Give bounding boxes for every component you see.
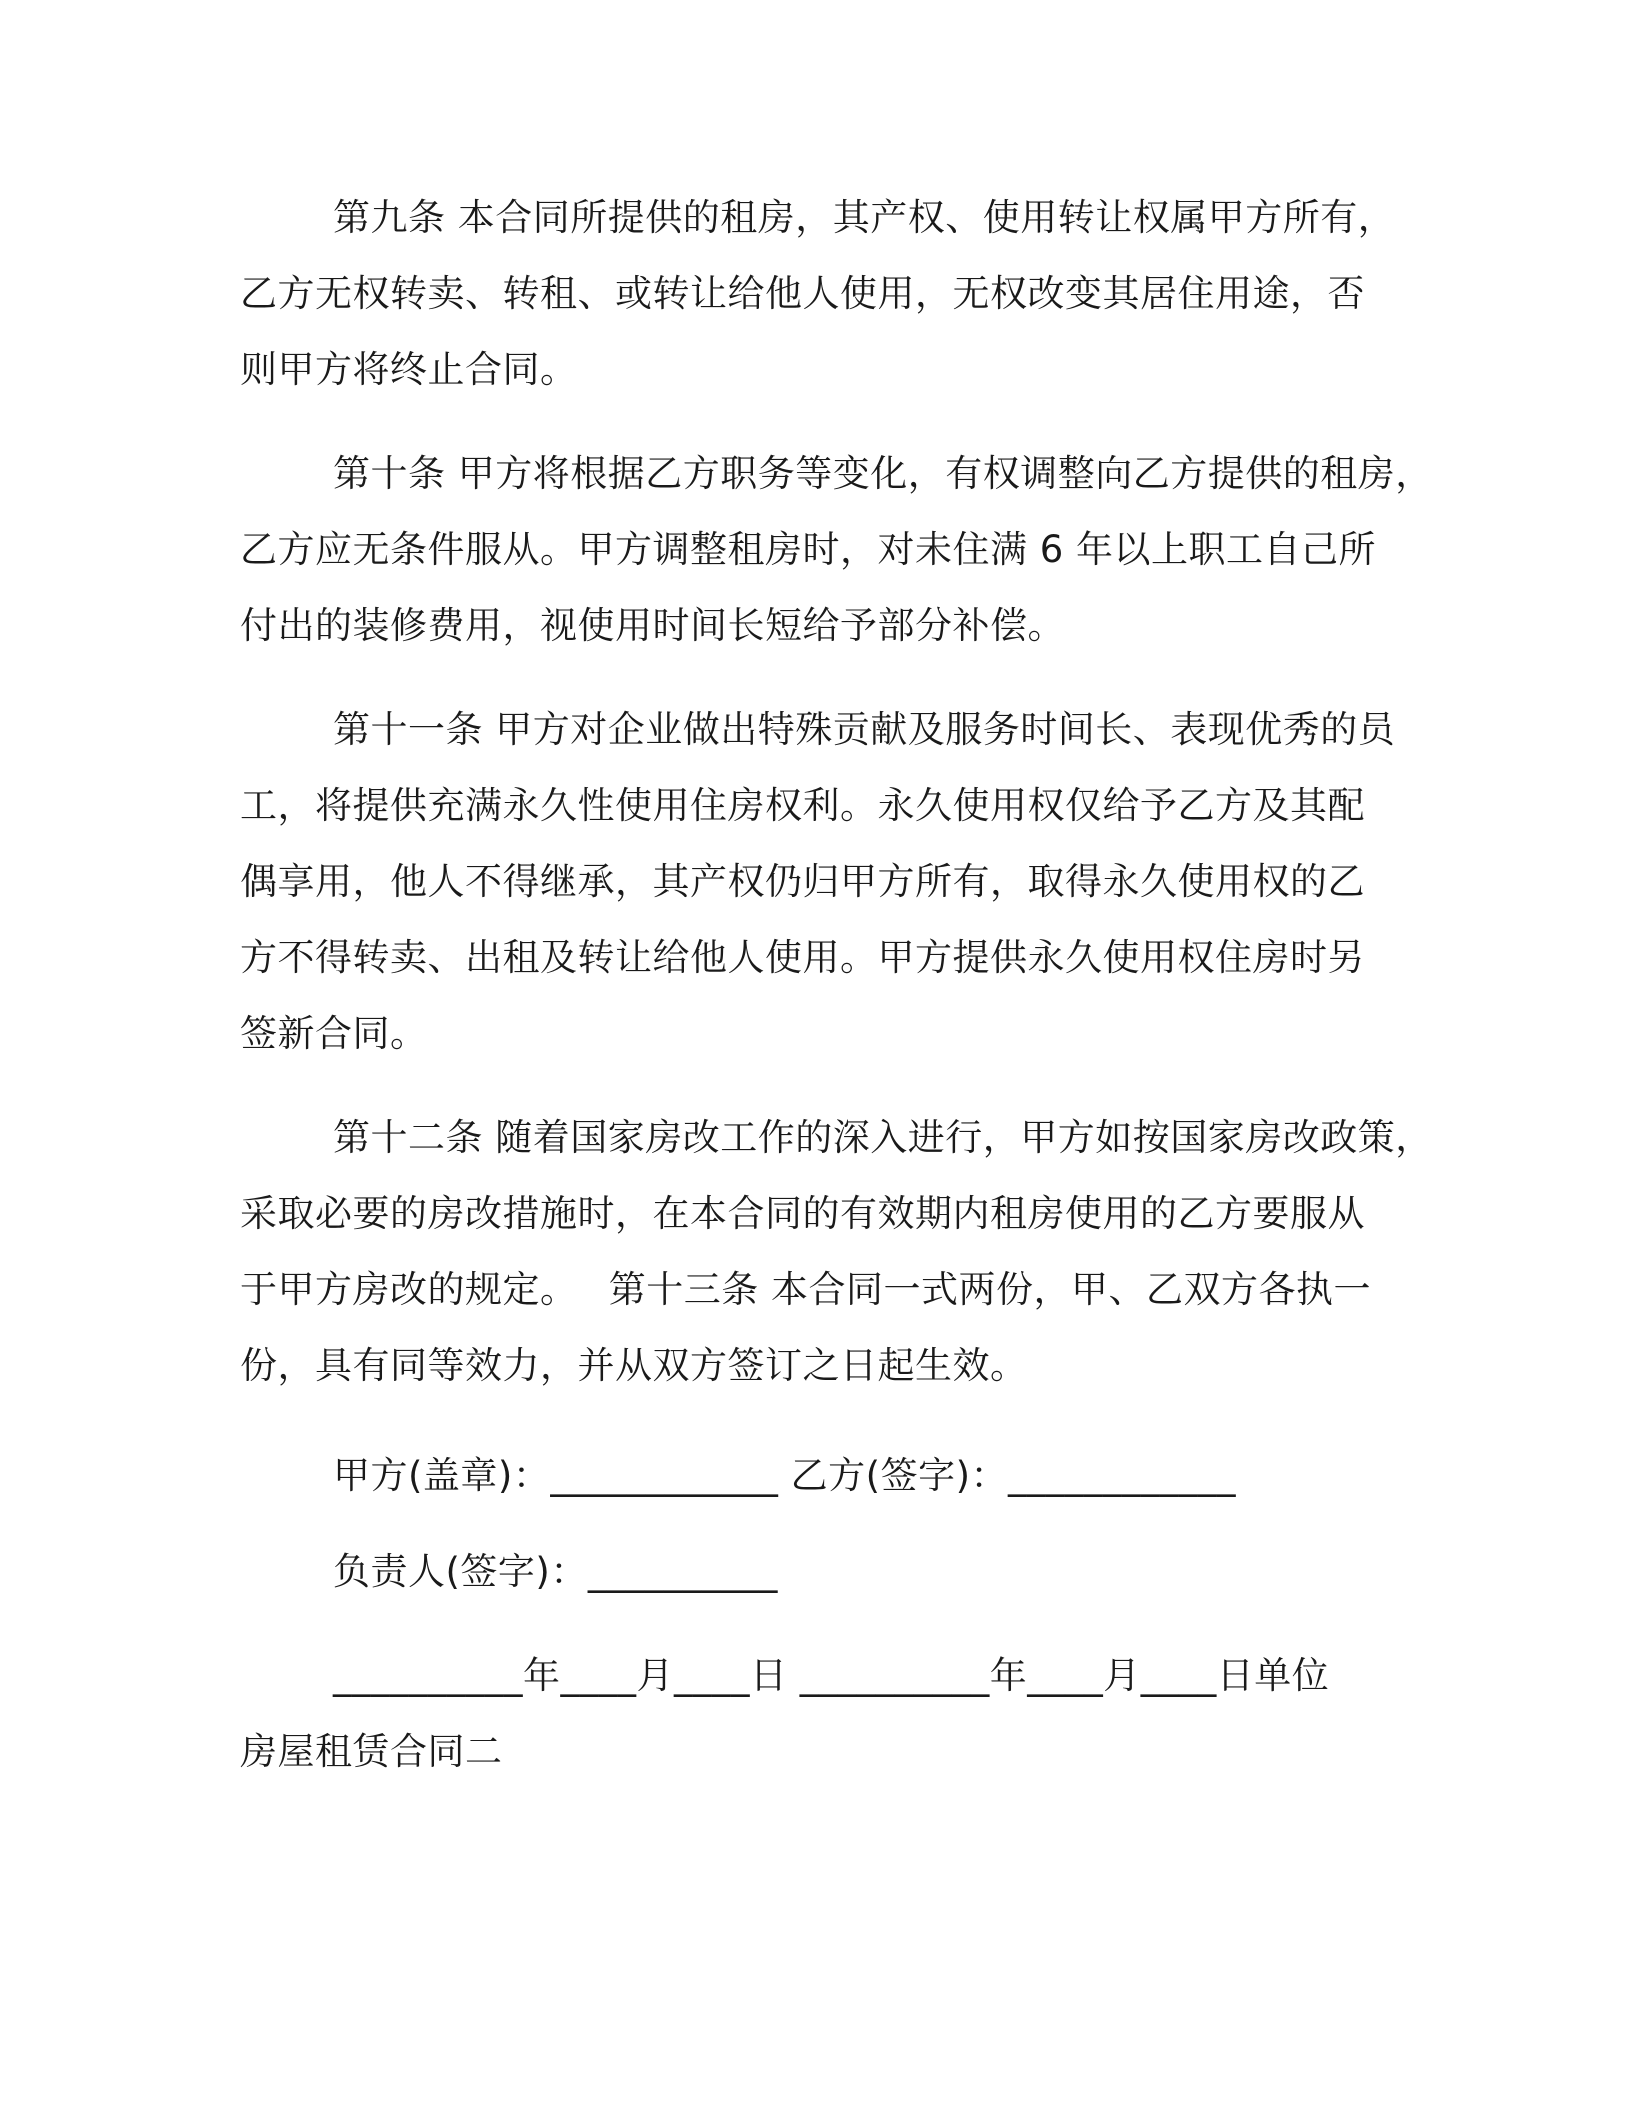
article-11-line-4: 方不得转卖、出租及转让给他人使用。甲方提供永久使用权住房时另 <box>240 936 1365 979</box>
article-12-line-3: 于甲方房改的规定。 第十三条 本合同一式两份，甲、乙双方各执一 <box>240 1268 1372 1311</box>
article-9-line-3: 则甲方将终止合同。 <box>240 348 578 391</box>
date-line: __________年____月____日 __________年____月____日单位 <box>333 1654 1330 1697</box>
article-10-line-3: 付出的装修费用，视使用时间长短给予部分补偿。 <box>240 604 1065 647</box>
article-11-line-3: 偶享用，他人不得继承，其产权仍归甲方所有，取得永久使用权的乙 <box>240 860 1365 903</box>
article-11-line-2: 工，将提供充满永久性使用住房权利。永久使用权仅给予乙方及其配 <box>240 784 1365 827</box>
article-11-line-5: 签新合同。 <box>240 1012 428 1055</box>
responsible-person-line: 负责人(签字)：__________ <box>333 1550 778 1593</box>
signature-parties-line: 甲方(盖章)：____________ 乙方(签字)：____________ <box>333 1454 1237 1497</box>
article-12-line-2: 采取必要的房改措施时，在本合同的有效期内租房使用的乙方要服从 <box>240 1192 1365 1235</box>
article-12-line-4: 份，具有同等效力，并从双方签订之日起生效。 <box>240 1344 1028 1387</box>
article-9-line-1: 第九条 本合同所提供的租房，其产权、使用转让权属甲方所有， <box>333 196 1396 239</box>
article-11-line-1: 第十一条 甲方对企业做出特殊贡献及服务时间长、表现优秀的员 <box>333 708 1396 751</box>
article-9-line-2: 乙方无权转卖、转租、或转让给他人使用，无权改变其居住用途，否 <box>240 272 1365 315</box>
article-10-line-2: 乙方应无条件服从。甲方调整租房时，对未住满 6 年以上职工自己所 <box>240 528 1377 571</box>
article-12-line-1: 第十二条 随着国家房改工作的深入进行，甲方如按国家房改政策， <box>333 1116 1433 1159</box>
contract-two-title: 房屋租赁合同二 <box>240 1730 503 1773</box>
article-10-line-1: 第十条 甲方将根据乙方职务等变化，有权调整向乙方提供的租房， <box>333 452 1433 495</box>
